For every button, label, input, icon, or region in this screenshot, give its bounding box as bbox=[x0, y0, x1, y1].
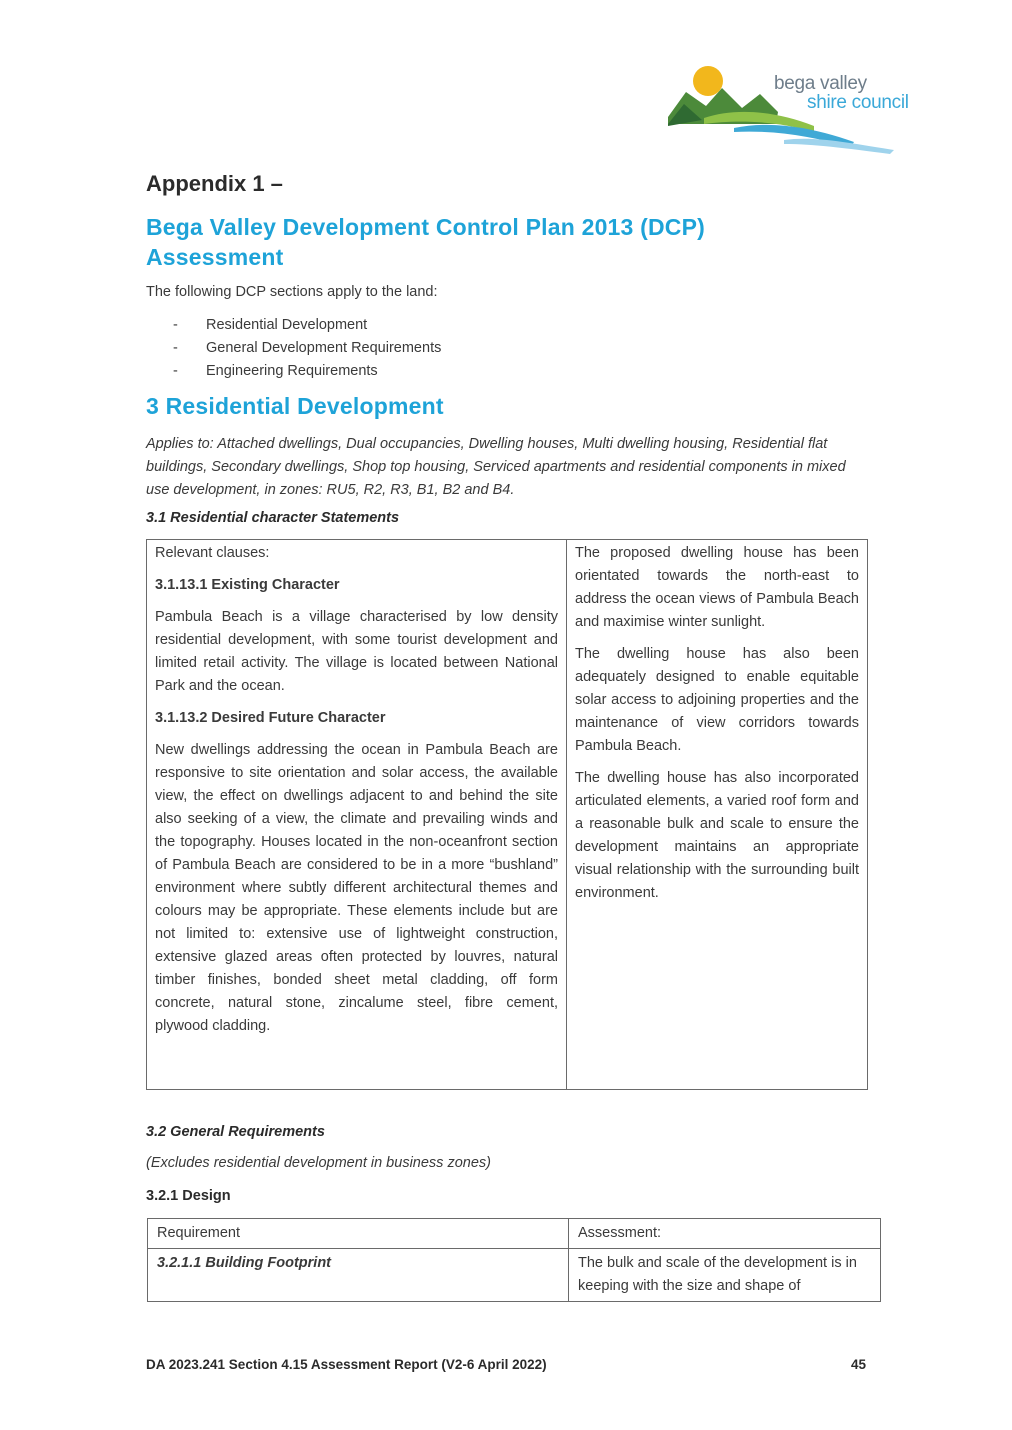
list-item bbox=[173, 338, 441, 361]
section-3-1-heading: 3.1 Residential character Statements bbox=[146, 510, 400, 526]
building-footprint-assessment: The bulk and scale of the development is in keeping with the size and shape of bbox=[569, 1249, 881, 1302]
appendix-heading: Appendix 1 – bbox=[146, 171, 283, 196]
desired-character-heading: 3.1.13.2 Desired Future Character bbox=[155, 710, 386, 726]
assessment-para-2: The dwelling house has also been adequately designed to enable equitable solar access to adjoining properties and the maintenance of view corridors towards Pambula Beach. bbox=[575, 646, 859, 754]
bullet-marker: - bbox=[173, 340, 178, 356]
table-header-row bbox=[148, 1219, 881, 1249]
section-3-2-note: (Excludes residential development in business zones) bbox=[146, 1155, 491, 1171]
logo-line-2: shire council bbox=[807, 92, 909, 113]
assessment-para-3: The dwelling house has also incorporated articulated elements, a varied roof form and a reasonable bulk and scale to ensure the development maintains an appropriate visual relationship with the surrounding built environment. bbox=[575, 770, 859, 901]
character-statements-table bbox=[146, 539, 868, 1090]
design-requirements-table bbox=[147, 1218, 881, 1302]
list-item-label: Engineering Requirements bbox=[206, 363, 378, 379]
table-row bbox=[148, 1249, 881, 1302]
page-number: 45 bbox=[851, 1357, 867, 1372]
relevant-clauses-label: Relevant clauses: bbox=[155, 545, 270, 561]
requirement-header: Requirement bbox=[148, 1219, 569, 1249]
existing-character-heading: 3.1.13.1 Existing Character bbox=[155, 577, 340, 593]
main-title: Bega Valley Development Control Plan 2013 (DCP) Assessment bbox=[146, 214, 706, 270]
assessment-cell bbox=[567, 540, 868, 1090]
section-3-2-heading: 3.2 General Requirements bbox=[146, 1124, 325, 1140]
dcp-sections-list bbox=[173, 315, 441, 384]
list-item-label: Residential Development bbox=[206, 317, 368, 333]
council-logo bbox=[664, 62, 940, 154]
list-item-label: General Development Requirements bbox=[206, 340, 442, 356]
bullet-marker: - bbox=[173, 317, 178, 333]
bullet-marker: - bbox=[173, 363, 178, 379]
table-row bbox=[147, 540, 868, 1090]
intro-text: The following DCP sections apply to the land: bbox=[146, 284, 438, 300]
list-item bbox=[173, 315, 441, 338]
section-3-2-1-heading: 3.2.1 Design bbox=[146, 1188, 231, 1204]
applies-to-text: Applies to: Attached dwellings, Dual occupancies, Dwelling houses, Multi dwelling housing, Residential flat buildings, Secondary dwellings, Shop top housing, Serviced apartments and residential components in mixed use development, in zones: RU5, R2, R3, B1, B2 and B4. bbox=[146, 436, 846, 498]
logo-line-1: bega valley bbox=[774, 73, 867, 94]
assessment-header: Assessment: bbox=[569, 1219, 881, 1249]
clauses-cell bbox=[147, 540, 567, 1090]
residential-heading: 3 Residential Development bbox=[146, 393, 444, 419]
building-footprint-requirement: 3.2.1.1 Building Footprint bbox=[148, 1249, 569, 1302]
assessment-para-1: The proposed dwelling house has been orientated towards the north-east to address the ocean views of Pambula Beach and maximise winter sunlight. bbox=[575, 545, 859, 630]
desired-character-text: New dwellings addressing the ocean in Pambula Beach are responsive to site orientation and solar access, the available view, the effect on dwellings adjacent to and behind the site also seeking of a view, the climate and prevailing winds and the topography. Houses located in the non-oceanfront section of Pambula Beach are considered to be in a more “bushland” environment where subtly different architectural themes and colours may be appropriate. These elements include but are not limited to: extensive use of lightweight construction, extensive glazed areas often protected by louvres, natural timber finishes, bonded sheet metal cladding, off form concrete, natural stone, zincalume steel, fibre cement, plywood cladding. bbox=[155, 742, 558, 1034]
list-item bbox=[173, 361, 441, 384]
footer-report-title: DA 2023.241 Section 4.15 Assessment Report (V2-6 April 2022) bbox=[146, 1357, 547, 1372]
existing-character-text: Pambula Beach is a village characterised by low density residential development, with some tourist development and limited retail activity. The village is located between National Park and the ocean. bbox=[155, 609, 558, 694]
